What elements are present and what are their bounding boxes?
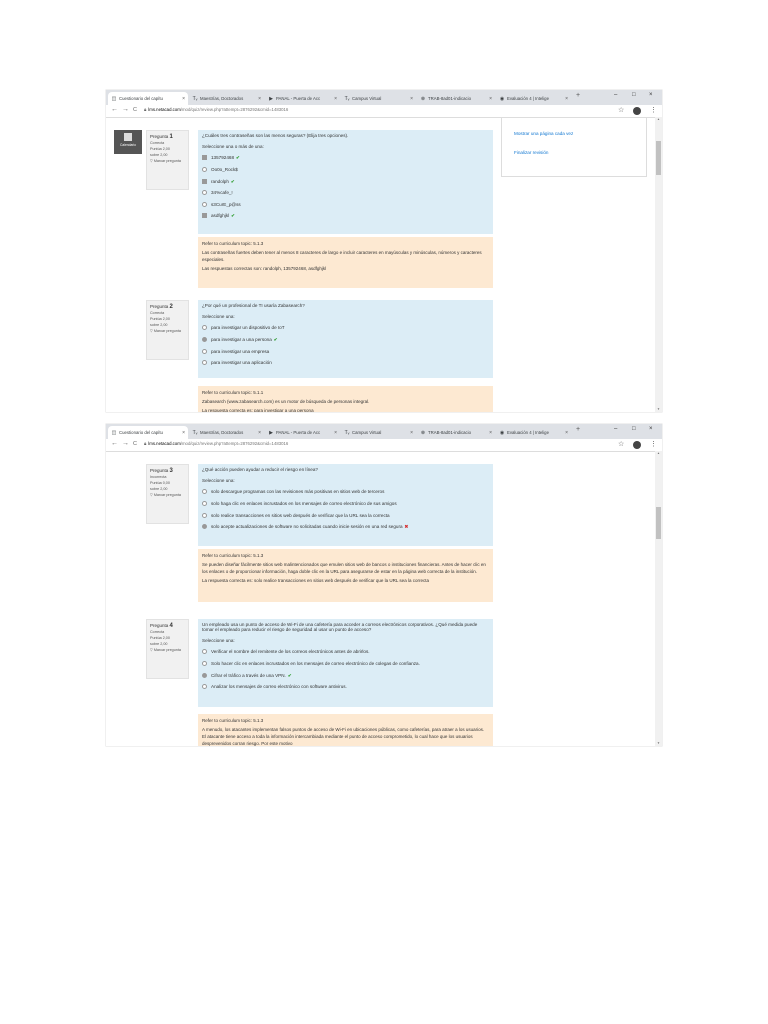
answer-option[interactable]: solo acepte actualizaciones de software no solicitadas cuando inicie sesión en una red segura ✖ xyxy=(202,521,489,533)
tab-favicon-icon: Tᵥ xyxy=(192,95,198,102)
answer-option[interactable]: para investigar un dispositivo de IoT xyxy=(202,322,489,334)
minimize-icon[interactable]: – xyxy=(614,92,618,98)
scrollbar[interactable] xyxy=(655,117,662,412)
tab-bar xyxy=(106,90,662,105)
question-box xyxy=(198,464,493,546)
radio-button[interactable] xyxy=(202,673,207,678)
feedback-explanation: A menudo, los atacantes implementan falsos puntos de acceso de Wi-Fi en ubicaciones públicas, como cafeterías, para atraer a los usuarios. El atacante tiene acceso a toda la información intercambiada mediante el punto de acceso comprometido, lo cual hace que los usuarios desprevenidos corran riesgo. Por este motivo xyxy=(202,727,485,746)
feedback-topic: Refer to curriculum topic: 5.1.1 xyxy=(202,390,264,395)
question-text: ¿Cuáles tres contraseñas son las menos seguras? (Elija tres opciones). xyxy=(202,133,349,138)
radio-button[interactable] xyxy=(202,489,207,494)
browser-window-top xyxy=(106,90,662,412)
close-icon[interactable]: × xyxy=(334,95,337,102)
question-number: Pregunta 2 xyxy=(150,304,173,310)
answer-option[interactable]: Verificar el nombre del remitente de los correos electrónicos antes de abrirlos. xyxy=(202,646,489,658)
browser-tab[interactable] xyxy=(341,426,416,439)
feedback-topic: Refer to curriculum topic: 5.1.3 xyxy=(202,241,264,246)
quiz-navigation-panel xyxy=(501,117,647,177)
scrollbar-thumb[interactable] xyxy=(656,507,661,539)
close-icon[interactable]: × xyxy=(258,429,261,436)
correct-check-icon: ✔ xyxy=(273,336,278,342)
answer-prompt: Seleccione una: xyxy=(202,314,235,320)
browser-tab[interactable] xyxy=(265,426,340,439)
forward-icon[interactable]: → xyxy=(122,440,129,447)
tab-label: Cuestionario del capítu xyxy=(119,430,163,435)
browser-tab[interactable] xyxy=(417,426,495,439)
answer-option[interactable]: solo realice transacciones en sitios web después de verificar que la URL sea la correcta xyxy=(202,509,489,521)
answer-option[interactable]: Cifrar el tráfico a través de una VPN. ✔ xyxy=(202,669,489,681)
radio-button[interactable] xyxy=(202,524,207,529)
scroll-up-icon[interactable]: ▲ xyxy=(657,451,660,455)
feedback-explanation: Zabasearch (www.zabasearch.com) es un motor de búsqueda de personas integral. xyxy=(202,399,370,404)
answer-option[interactable]: para investigar una empresa xyxy=(202,345,489,357)
feedback-box xyxy=(198,237,493,288)
answer-option[interactable]: randolph ✔ xyxy=(202,175,489,187)
forward-icon[interactable]: → xyxy=(122,106,129,113)
flag-question-link[interactable]: ▽ Marcar pregunta xyxy=(150,493,181,497)
question-info xyxy=(146,619,189,679)
question-status: Correcta xyxy=(150,630,165,634)
question-status: Correcta xyxy=(150,141,165,145)
question-text: ¿Por qué un profesional de TI usaría Zabasearch? xyxy=(202,303,305,308)
url-path: /mod/quiz/review.php?attempt=2876292&cmid=1483016 xyxy=(180,441,289,446)
close-icon[interactable]: × xyxy=(489,429,492,436)
close-window-icon[interactable]: × xyxy=(649,92,653,98)
radio-button[interactable] xyxy=(202,360,207,365)
browser-tab[interactable] xyxy=(189,92,264,105)
minimize-icon[interactable]: – xyxy=(614,426,618,432)
feedback-topic: Refer to curriculum topic: 5.1.3 xyxy=(202,553,264,558)
bookmark-star-icon[interactable]: ☆ xyxy=(618,107,625,114)
radio-button[interactable] xyxy=(202,684,207,689)
close-icon[interactable]: × xyxy=(182,95,185,102)
answer-prompt: Seleccione una o más de una: xyxy=(202,144,264,150)
question-status: Incorrecta xyxy=(150,475,167,479)
answer-prompt: Seleccione una: xyxy=(202,478,235,484)
question-score: Puntúa 2,00 xyxy=(150,636,170,640)
feedback-explanation: Se pueden diseñar fácilmente sitios web malintencionados que emulen sitios web de bancos o instituciones financieras. Antes de hacer clic en los enlaces o de proporcionar información, haga doble clic en la URL para asegurarse de estar en la página web correcta de la institución. xyxy=(202,562,486,574)
menu-icon[interactable]: ⋮ xyxy=(650,107,657,114)
scroll-down-icon[interactable]: ▼ xyxy=(657,741,660,745)
checkbox[interactable] xyxy=(202,155,207,160)
reload-icon[interactable]: C xyxy=(133,107,137,113)
feedback-box xyxy=(198,549,493,602)
answer-option[interactable]: Analizar los mensajes de correo electrónico con software antivirus. xyxy=(202,681,489,693)
tab-favicon-icon: ◫ xyxy=(111,429,117,436)
browser-tab[interactable] xyxy=(496,426,571,439)
url-path: /mod/quiz/review.php?attempt=2876292&cmid=1483016 xyxy=(180,107,289,112)
flag-question-link[interactable]: ▽ Marcar pregunta xyxy=(150,648,181,652)
question-max-score: sobre 2,00 xyxy=(150,642,168,646)
url-field[interactable] xyxy=(144,107,288,112)
new-tab-icon[interactable]: + xyxy=(576,92,581,99)
browser-tab[interactable] xyxy=(189,426,264,439)
tab-favicon-icon: ▶ xyxy=(269,95,273,102)
correct-check-icon: ✔ xyxy=(231,213,235,219)
answer-option[interactable]: 34%cafe_! xyxy=(202,187,489,199)
radio-button[interactable] xyxy=(202,325,207,330)
back-icon[interactable]: ← xyxy=(111,106,118,113)
answer-option[interactable]: para investigar una aplicación xyxy=(202,357,489,369)
checkbox[interactable] xyxy=(202,213,207,218)
question-status: Correcta xyxy=(150,311,165,315)
close-icon[interactable]: × xyxy=(334,429,337,436)
maximize-icon[interactable]: □ xyxy=(632,92,636,98)
answer-prompt: Seleccione una: xyxy=(202,638,235,644)
scrollbar-thumb[interactable] xyxy=(656,141,661,175)
correct-check-icon: ✔ xyxy=(230,178,235,184)
address-bar xyxy=(106,439,662,452)
tab-label: Maestrías, Doctorados xyxy=(200,96,244,101)
lock-icon: 🔒︎ xyxy=(144,107,147,112)
tab-favicon-icon: ◉ xyxy=(499,95,505,102)
show-one-page-link[interactable]: Mostrar una página cada vez xyxy=(514,131,574,136)
close-icon[interactable]: × xyxy=(182,429,185,436)
radio-button[interactable] xyxy=(202,649,207,654)
scroll-down-icon[interactable]: ▼ xyxy=(657,407,660,411)
browser-tab[interactable] xyxy=(341,92,416,105)
profile-avatar-icon[interactable] xyxy=(633,107,641,115)
back-icon[interactable]: ← xyxy=(111,440,118,447)
answer-option[interactable]: solo haga clic en enlaces incrustados en los mensajes de correo electrónico de sus amigos xyxy=(202,498,489,510)
feedback-correct-answer: La respuesta correcta es: para investigar a una persona xyxy=(202,408,314,412)
close-icon[interactable]: × xyxy=(565,95,568,102)
feedback-box xyxy=(198,714,493,746)
menu-icon[interactable]: ⋮ xyxy=(650,441,657,448)
question-info xyxy=(146,464,189,524)
close-window-icon[interactable]: × xyxy=(649,426,653,432)
calendar-label: Calendario xyxy=(120,143,136,147)
lock-icon: 🔒︎ xyxy=(144,441,147,446)
tab-label: TRAB-8ad01-indicacio xyxy=(428,96,471,101)
answer-option[interactable]: Solo hacer clic en enlaces incrustados en los mensajes de correo electrónico de colegas de confianza. xyxy=(202,658,489,670)
bookmark-star-icon[interactable]: ☆ xyxy=(618,441,625,448)
question-text: Un empleado usa un punto de acceso de Wi-Fi de una cafetería para acceder a correos electrónicos corporativos. ¿Qué medida puede tomar el empleado para reducir el riesgo de seguridad al usar un punto de acceso? xyxy=(202,622,478,633)
feedback-correct-answer: Las respuestas correctas son: randolph, 135792468, asdfghjkl xyxy=(202,266,327,271)
answer-option[interactable]: asdfghjkl ✔ xyxy=(202,210,489,222)
answer-option[interactable]: 135792468 ✔ xyxy=(202,152,489,164)
close-icon[interactable]: × xyxy=(258,95,261,102)
radio-button[interactable] xyxy=(202,337,207,342)
checkbox[interactable] xyxy=(202,179,207,184)
answer-option[interactable]: solo descargue programas con las revisiones más positivas en sitios web de terceros xyxy=(202,486,489,498)
tab-label: Campus Virtual xyxy=(352,430,382,435)
radio-button[interactable] xyxy=(202,661,207,666)
close-icon[interactable]: × xyxy=(410,429,413,436)
flag-question-link[interactable]: ▽ Marcar pregunta xyxy=(150,329,181,333)
browser-tab[interactable] xyxy=(108,92,188,105)
radio-button[interactable] xyxy=(202,501,207,506)
question-max-score: sobre 2,00 xyxy=(150,153,168,157)
browser-window-bottom xyxy=(106,424,662,746)
question-info xyxy=(146,130,189,190)
correct-check-icon: ✔ xyxy=(287,672,292,678)
question-number: Pregunta 4 xyxy=(150,623,173,629)
checkbox[interactable] xyxy=(202,167,207,172)
feedback-correct-answer: La respuesta correcta es: solo realice transacciones en sitios web después de verificar que la URL sea la correcta xyxy=(202,578,429,583)
feedback-box xyxy=(198,386,493,412)
tab-label: PANAL - Puerta de Acc xyxy=(276,430,321,435)
radio-button[interactable] xyxy=(202,513,207,518)
feedback-explanation: Las contraseñas fuertes deben tener al menos 8 caracteres de largo e incluir caracteres en mayúsculas y minúsculas, números y caracteres especiales. xyxy=(202,250,482,262)
tab-favicon-icon: ⊗ xyxy=(420,429,426,436)
question-max-score: sobre 2,00 xyxy=(150,487,168,491)
answer-option[interactable]: s3CurE_p@ss xyxy=(202,198,489,210)
tab-bar xyxy=(106,424,662,439)
flag-question-link[interactable]: ▽ Marcar pregunta xyxy=(150,159,181,163)
feedback-topic: Refer to curriculum topic: 5.1.3 xyxy=(202,718,264,723)
answer-option[interactable]: para investigar a una persona ✔ xyxy=(202,334,489,346)
tab-label: Evaluación 4 | Intelige xyxy=(507,96,549,101)
calendar-icon xyxy=(124,133,132,141)
checkbox[interactable] xyxy=(202,190,207,195)
question-box xyxy=(198,300,493,378)
question-score: Puntúa 2,00 xyxy=(150,317,170,321)
close-icon[interactable]: × xyxy=(410,95,413,102)
browser-tab[interactable] xyxy=(496,92,571,105)
tab-label: TRAB-8ad01-indicacio xyxy=(428,430,471,435)
question-info xyxy=(146,300,189,360)
scrollbar[interactable] xyxy=(655,451,662,746)
question-max-score: sobre 2,00 xyxy=(150,323,168,327)
profile-avatar-icon[interactable] xyxy=(633,441,641,449)
tab-label: Campus Virtual xyxy=(352,96,382,101)
question-number: Pregunta 3 xyxy=(150,468,173,474)
tab-label: Evaluación 4 | Intelige xyxy=(507,430,549,435)
tab-favicon-icon: ◉ xyxy=(499,429,505,436)
tab-favicon-icon: ◫ xyxy=(111,95,117,102)
url-host: lms.netacad.com xyxy=(148,441,181,446)
question-text: ¿Qué acción pueden ayudar a reducir el riesgo en línea? xyxy=(202,467,318,472)
tab-favicon-icon: Tᵥ xyxy=(344,429,350,436)
tab-label: Cuestionario del capítu xyxy=(119,96,163,101)
browser-tab[interactable] xyxy=(417,92,495,105)
browser-tab[interactable] xyxy=(108,426,188,439)
tab-label: PANAL - Puerta de Acc xyxy=(276,96,321,101)
maximize-icon[interactable]: □ xyxy=(632,426,636,432)
url-field[interactable] xyxy=(144,441,288,446)
tab-favicon-icon: ▶ xyxy=(269,429,273,436)
answer-option[interactable]: Oo0o_Rock$ xyxy=(202,164,489,176)
question-box xyxy=(198,130,493,234)
tab-favicon-icon: Tᵥ xyxy=(192,429,198,436)
browser-tab[interactable] xyxy=(265,92,340,105)
tab-favicon-icon: ⊗ xyxy=(420,95,426,102)
radio-button[interactable] xyxy=(202,349,207,354)
tab-label: Maestrías, Doctorados xyxy=(200,430,244,435)
question-number: Pregunta 1 xyxy=(150,134,173,140)
finish-review-link[interactable]: Finalizar revisión xyxy=(514,150,549,155)
url-host: lms.netacad.com xyxy=(148,107,181,112)
close-icon[interactable]: × xyxy=(489,95,492,102)
question-score: Puntúa 2,00 xyxy=(150,147,170,151)
question-score: Puntúa 0,00 xyxy=(150,481,170,485)
calendar-button[interactable] xyxy=(114,130,142,154)
reload-icon[interactable]: C xyxy=(133,441,137,447)
close-icon[interactable]: × xyxy=(565,429,568,436)
checkbox[interactable] xyxy=(202,202,207,207)
tab-favicon-icon: Tᵥ xyxy=(344,95,350,102)
scroll-up-icon[interactable]: ▲ xyxy=(657,117,660,121)
correct-check-icon: ✔ xyxy=(236,155,240,161)
incorrect-cross-icon: ✖ xyxy=(404,524,409,530)
new-tab-icon[interactable]: + xyxy=(576,426,581,433)
question-box xyxy=(198,619,493,707)
